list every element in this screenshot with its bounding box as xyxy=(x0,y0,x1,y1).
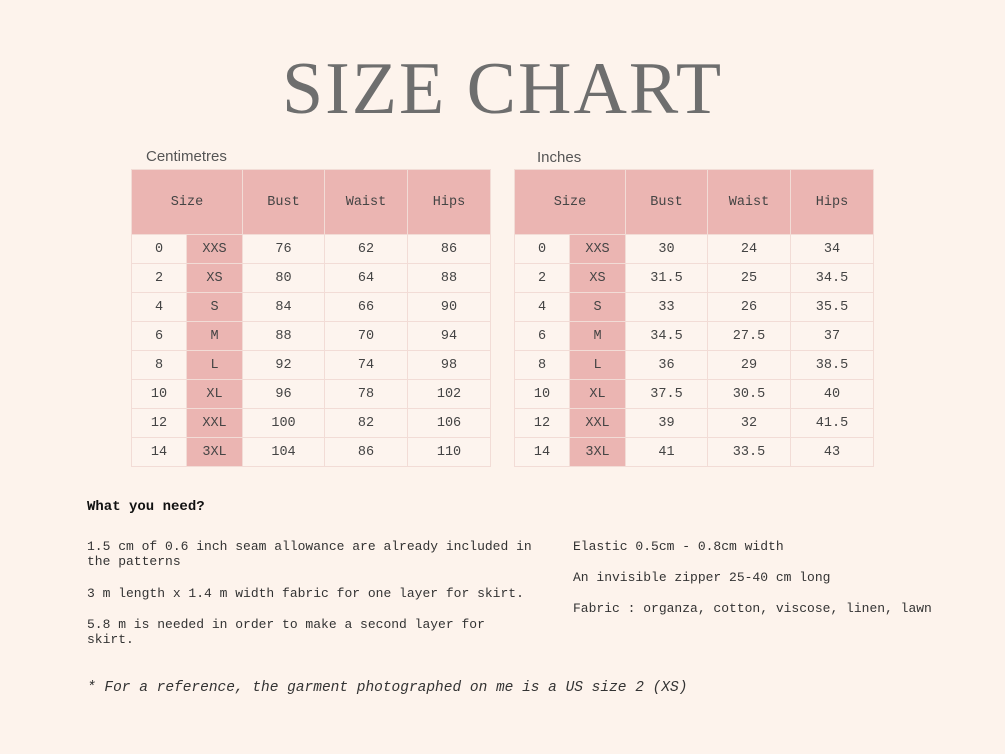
table-row xyxy=(515,322,874,351)
bust-cell: 39 xyxy=(626,409,708,438)
bust-cell: 37.5 xyxy=(626,380,708,409)
hips-cell: 34.5 xyxy=(791,264,874,293)
table-row xyxy=(132,264,491,293)
waist-cell: 30.5 xyxy=(708,380,791,409)
table-row xyxy=(132,322,491,351)
size-number-cell: 0 xyxy=(132,235,187,264)
waist-cell: 82 xyxy=(325,409,408,438)
table-row xyxy=(515,351,874,380)
waist-cell: 29 xyxy=(708,351,791,380)
waist-cell: 70 xyxy=(325,322,408,351)
hips-cell: 43 xyxy=(791,438,874,467)
size-letter-cell: L xyxy=(570,351,626,380)
size-number-cell: 4 xyxy=(132,293,187,322)
table-row xyxy=(515,409,874,438)
bust-cell: 41 xyxy=(626,438,708,467)
hips-cell: 35.5 xyxy=(791,293,874,322)
header-bust: Bust xyxy=(626,170,708,235)
size-letter-cell: M xyxy=(570,322,626,351)
header-hips: Hips xyxy=(408,170,491,235)
header-hips: Hips xyxy=(791,170,874,235)
table-row xyxy=(132,438,491,467)
bust-cell: 96 xyxy=(243,380,325,409)
table-row xyxy=(132,293,491,322)
table-row xyxy=(515,264,874,293)
centimetres-label: Centimetres xyxy=(146,148,227,165)
hips-cell: 40 xyxy=(791,380,874,409)
waist-cell: 32 xyxy=(708,409,791,438)
bust-cell: 36 xyxy=(626,351,708,380)
waist-cell: 27.5 xyxy=(708,322,791,351)
size-letter-cell: S xyxy=(187,293,243,322)
size-letter-cell: L xyxy=(187,351,243,380)
hips-cell: 94 xyxy=(408,322,491,351)
table-row xyxy=(515,438,874,467)
bust-cell: 104 xyxy=(243,438,325,467)
bust-cell: 88 xyxy=(243,322,325,351)
size-number-cell: 10 xyxy=(515,380,570,409)
note-zipper: An invisible zipper 25-40 cm long xyxy=(573,570,831,585)
table-header-row xyxy=(132,170,491,235)
bust-cell: 76 xyxy=(243,235,325,264)
note-fabric-types: Fabric : organza, cotton, viscose, linen, lawn xyxy=(573,601,932,616)
bust-cell: 84 xyxy=(243,293,325,322)
table-row xyxy=(132,380,491,409)
note-fabric-second-layer: 5.8 m is needed in order to make a second layer for skirt. xyxy=(87,617,485,647)
size-number-cell: 2 xyxy=(132,264,187,293)
waist-cell: 78 xyxy=(325,380,408,409)
table-row xyxy=(515,235,874,264)
hips-cell: 90 xyxy=(408,293,491,322)
waist-cell: 64 xyxy=(325,264,408,293)
bust-cell: 30 xyxy=(626,235,708,264)
waist-cell: 33.5 xyxy=(708,438,791,467)
size-number-cell: 6 xyxy=(132,322,187,351)
hips-cell: 106 xyxy=(408,409,491,438)
size-letter-cell: XXS xyxy=(187,235,243,264)
waist-cell: 66 xyxy=(325,293,408,322)
hips-cell: 98 xyxy=(408,351,491,380)
waist-cell: 26 xyxy=(708,293,791,322)
waist-cell: 86 xyxy=(325,438,408,467)
table-row xyxy=(132,409,491,438)
hips-cell: 88 xyxy=(408,264,491,293)
bust-cell: 100 xyxy=(243,409,325,438)
size-number-cell: 6 xyxy=(515,322,570,351)
size-letter-cell: XXL xyxy=(187,409,243,438)
bust-cell: 33 xyxy=(626,293,708,322)
what-you-need-heading: What you need? xyxy=(87,499,205,515)
table-row xyxy=(132,351,491,380)
size-letter-cell: XXS xyxy=(570,235,626,264)
size-letter-cell: 3XL xyxy=(187,438,243,467)
size-number-cell: 12 xyxy=(132,409,187,438)
size-number-cell: 12 xyxy=(515,409,570,438)
hips-cell: 102 xyxy=(408,380,491,409)
header-waist: Waist xyxy=(708,170,791,235)
note-seam-allowance: 1.5 cm of 0.6 inch seam allowance are already included in the patterns xyxy=(87,539,532,569)
centimetres-table xyxy=(131,169,491,467)
header-bust: Bust xyxy=(243,170,325,235)
size-number-cell: 0 xyxy=(515,235,570,264)
size-letter-cell: 3XL xyxy=(570,438,626,467)
header-waist: Waist xyxy=(325,170,408,235)
bust-cell: 92 xyxy=(243,351,325,380)
size-number-cell: 10 xyxy=(132,380,187,409)
bust-cell: 34.5 xyxy=(626,322,708,351)
size-reference-note: * For a reference, the garment photographed on me is a US size 2 (XS) xyxy=(87,680,688,696)
hips-cell: 110 xyxy=(408,438,491,467)
waist-cell: 74 xyxy=(325,351,408,380)
size-letter-cell: S xyxy=(570,293,626,322)
size-letter-cell: XS xyxy=(570,264,626,293)
table-row xyxy=(515,380,874,409)
hips-cell: 38.5 xyxy=(791,351,874,380)
size-number-cell: 4 xyxy=(515,293,570,322)
table-header-row xyxy=(515,170,874,235)
table-row xyxy=(132,235,491,264)
size-letter-cell: XS xyxy=(187,264,243,293)
header-size: Size xyxy=(132,170,243,235)
size-number-cell: 14 xyxy=(515,438,570,467)
header-size: Size xyxy=(515,170,626,235)
size-number-cell: 2 xyxy=(515,264,570,293)
note-fabric-one-layer: 3 m length x 1.4 m width fabric for one layer for skirt. xyxy=(87,586,524,601)
size-number-cell: 14 xyxy=(132,438,187,467)
size-letter-cell: M xyxy=(187,322,243,351)
size-letter-cell: XXL xyxy=(570,409,626,438)
hips-cell: 34 xyxy=(791,235,874,264)
size-letter-cell: XL xyxy=(187,380,243,409)
size-number-cell: 8 xyxy=(132,351,187,380)
size-number-cell: 8 xyxy=(515,351,570,380)
hips-cell: 41.5 xyxy=(791,409,874,438)
waist-cell: 62 xyxy=(325,235,408,264)
hips-cell: 86 xyxy=(408,235,491,264)
inches-label: Inches xyxy=(537,149,582,166)
inches-table xyxy=(514,169,874,467)
waist-cell: 24 xyxy=(708,235,791,264)
size-letter-cell: XL xyxy=(570,380,626,409)
waist-cell: 25 xyxy=(708,264,791,293)
hips-cell: 37 xyxy=(791,322,874,351)
bust-cell: 31.5 xyxy=(626,264,708,293)
note-elastic: Elastic 0.5cm - 0.8cm width xyxy=(573,539,784,554)
table-row xyxy=(515,293,874,322)
bust-cell: 80 xyxy=(243,264,325,293)
page-title: SIZE CHART xyxy=(281,48,724,130)
